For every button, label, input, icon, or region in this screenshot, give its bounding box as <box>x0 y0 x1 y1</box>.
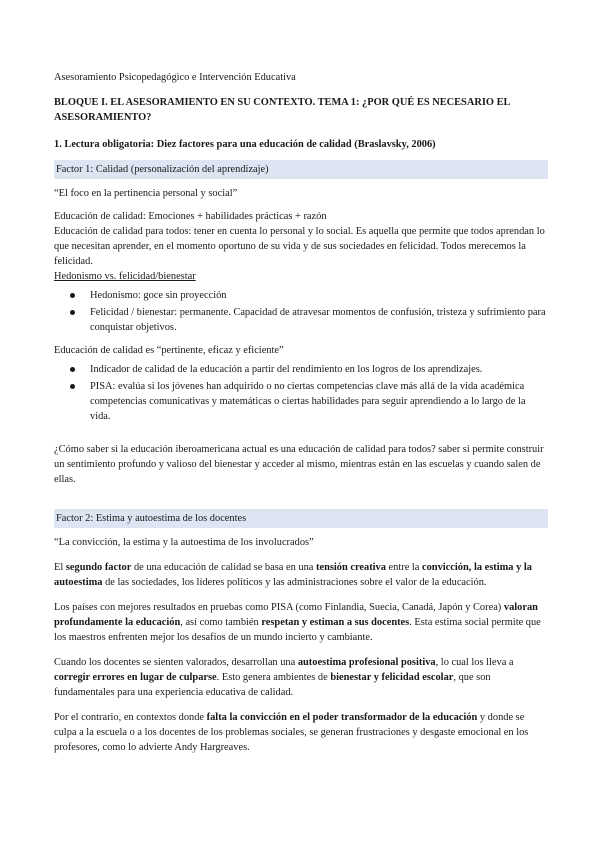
factor-2-paragraph-2: Los países con mejores resultados en pruebas como PISA (como Finlandia, Suecia, Canadá, Japón y Corea) valoran profundamente la educación, así como también respetan y estiman a sus docentes. Esta estima social permite que los maestros enfrenten mejor los desafíos de un mundo incierto y cambiante. <box>54 602 541 643</box>
bloque-title: BLOQUE I. EL ASESORAMIENTO EN SU CONTEXTO. TEMA 1: ¿POR QUÉ ES NECESARIO EL ASESORAMIENTO? <box>54 97 510 123</box>
bullet-icon <box>70 367 75 372</box>
pisa-list <box>54 362 548 424</box>
list-item: Indicador de calidad de la educación a partir del rendimiento en los logros de los aprendizajes. <box>90 362 548 377</box>
factor-1-quote: “El foco en la pertinencia personal y social” <box>54 188 238 199</box>
hedonismo-list <box>54 288 548 335</box>
course-header: Asesoramiento Psicopedagógico e Intervención Educativa <box>54 72 296 83</box>
factor-2-quote: “La convicción, la estima y la autoestima de los involucrados” <box>54 537 314 548</box>
list-item: PISA: evalúa si los jóvenes han adquirido o no ciertas competencias clave más allá de la vida académica competencias comunicativas y matemáticas o ciertas habilidades para seguir aprendiendo a lo largo de la vida. <box>90 379 548 424</box>
hedonismo-heading: Hedonismo vs. felicidad/bienestar <box>54 271 196 282</box>
factor-1-heading: Factor 1: Calidad (personalización del aprendizaje) <box>54 160 548 179</box>
factor-2-paragraph-3: Cuando los docentes se sienten valorados, desarrollan una autoestima profesional positiva, lo cual los lleva a corregir errores en lugar de culparse. Esto genera ambientes de bienestar y felicidad escolar, que son fundamentales para una experiencia educativa de calidad. <box>54 657 514 698</box>
list-item: Hedonismo: goce sin proyección <box>90 288 548 303</box>
bullet-icon <box>70 310 75 315</box>
document-page <box>54 70 548 755</box>
bullet-icon <box>70 384 75 389</box>
list-item: Felicidad / bienestar: permanente. Capacidad de atravesar momentos de confusión, tristeza y sufrimiento para conquistar objetivos. <box>90 305 548 335</box>
bullet-icon <box>70 293 75 298</box>
pertinente-line: Educación de calidad es “pertinente, eficaz y eficiente” <box>54 345 284 356</box>
calidad-question: ¿Cómo saber si la educación iberoamericana actual es una educación de calidad para todos? saber si permite construir un sentimiento profundo y valioso del bienestar y acceder al mismo, mientras están en las escuelas y cuando salen de ellas. <box>54 444 544 485</box>
factor-2-heading: Factor 2: Estima y autoestima de los docentes <box>54 509 548 528</box>
factor-2-paragraph-4: Por el contrario, en contextos donde falta la convicción en el poder transformador de la educación y donde se culpa a la escuela o a los docentes de los problemas sociales, se generan frustraciones y desgaste emocional en los profesores, como lo advierte Andy Hargreaves. <box>54 712 529 753</box>
calidad-para-todos: Educación de calidad para todos: tener en cuenta lo personal y lo social. Es aquella que permite que todos aprendan lo que necesitan aprender, en el momento oportuno de su vida y de sus sociedades en felicidad. Todos merecemos la felicidad. <box>54 226 545 267</box>
lectura-heading: 1. Lectura obligatoria: Diez factores para una educación de calidad (Braslavsky, 2006) <box>54 139 436 150</box>
factor-2-paragraph-1: El segundo factor de una educación de calidad se basa en una tensión creativa entre la convicción, la estima y la autoestima de las sociedades, los líderes políticos y las administraciones sobre el valor de la educación. <box>54 562 532 588</box>
calidad-definition: Educación de calidad: Emociones + habilidades prácticas + razón <box>54 211 327 222</box>
